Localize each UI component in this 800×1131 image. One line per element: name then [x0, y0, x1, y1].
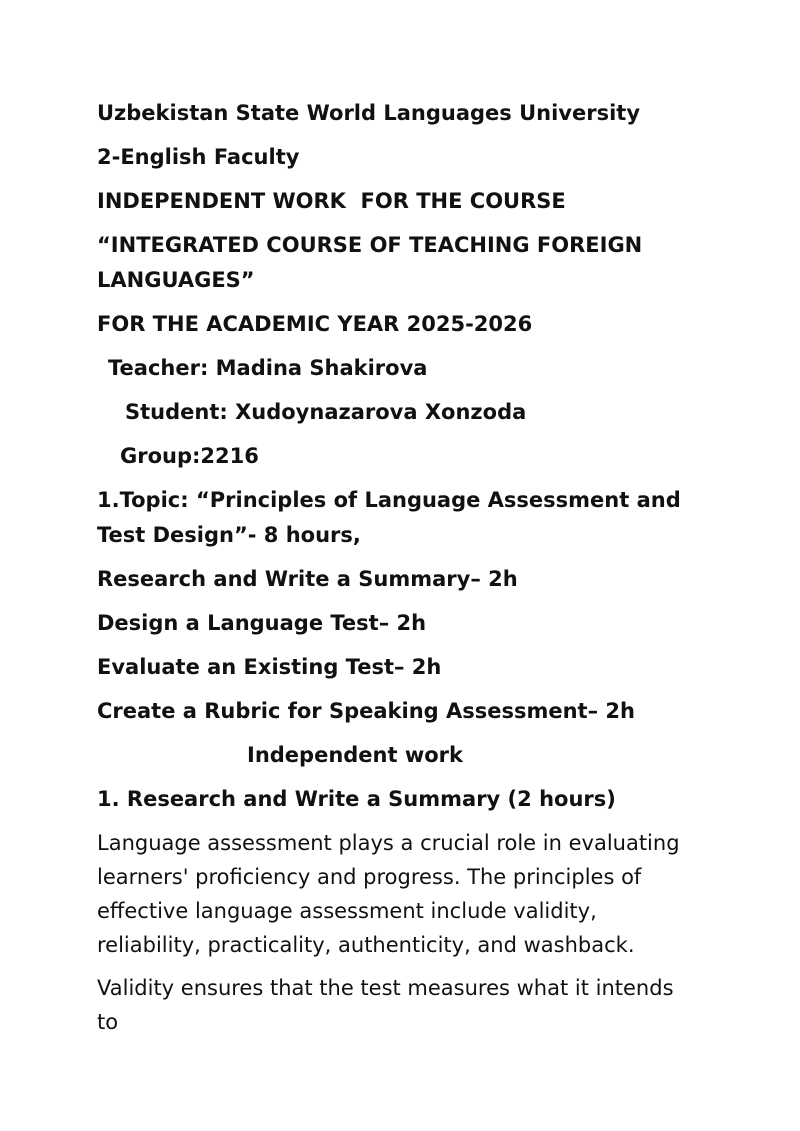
- task-item: Create a Rubric for Speaking Assessment– 2h: [97, 699, 635, 723]
- student-name: Student: Xudoynazarova Xonzoda: [125, 400, 527, 424]
- work-title: INDEPENDENT WORK FOR THE COURSE: [97, 189, 566, 213]
- faculty-name: 2-English Faculty: [97, 145, 300, 169]
- course-title: “INTEGRATED COURSE OF TEACHING FOREIGN LANGUAGES”: [97, 233, 643, 292]
- body-paragraph: Language assessment plays a crucial role in evaluating learners' proficiency and progress. The principles of effective language assessment include validity, reliability, practicality, authenticity, and washback.: [97, 831, 680, 957]
- teacher-name: Teacher: Madina Shakirova: [108, 356, 428, 380]
- section-heading: Independent work: [247, 743, 463, 767]
- group-number: Group:2216: [120, 444, 259, 468]
- task-item: Research and Write a Summary– 2h: [97, 567, 518, 591]
- university-name: Uzbekistan State World Languages University: [97, 101, 641, 125]
- task-item: Evaluate an Existing Test– 2h: [97, 655, 442, 679]
- academic-year: FOR THE ACADEMIC YEAR 2025-2026: [97, 312, 533, 336]
- body-paragraph: Validity ensures that the test measures what it intends to: [97, 976, 674, 1034]
- task-item: Design a Language Test– 2h: [97, 611, 427, 635]
- section-title: 1. Research and Write a Summary (2 hours): [97, 787, 616, 811]
- topic-title: 1.Topic: “Principles of Language Assessment and Test Design”- 8 hours,: [97, 488, 681, 547]
